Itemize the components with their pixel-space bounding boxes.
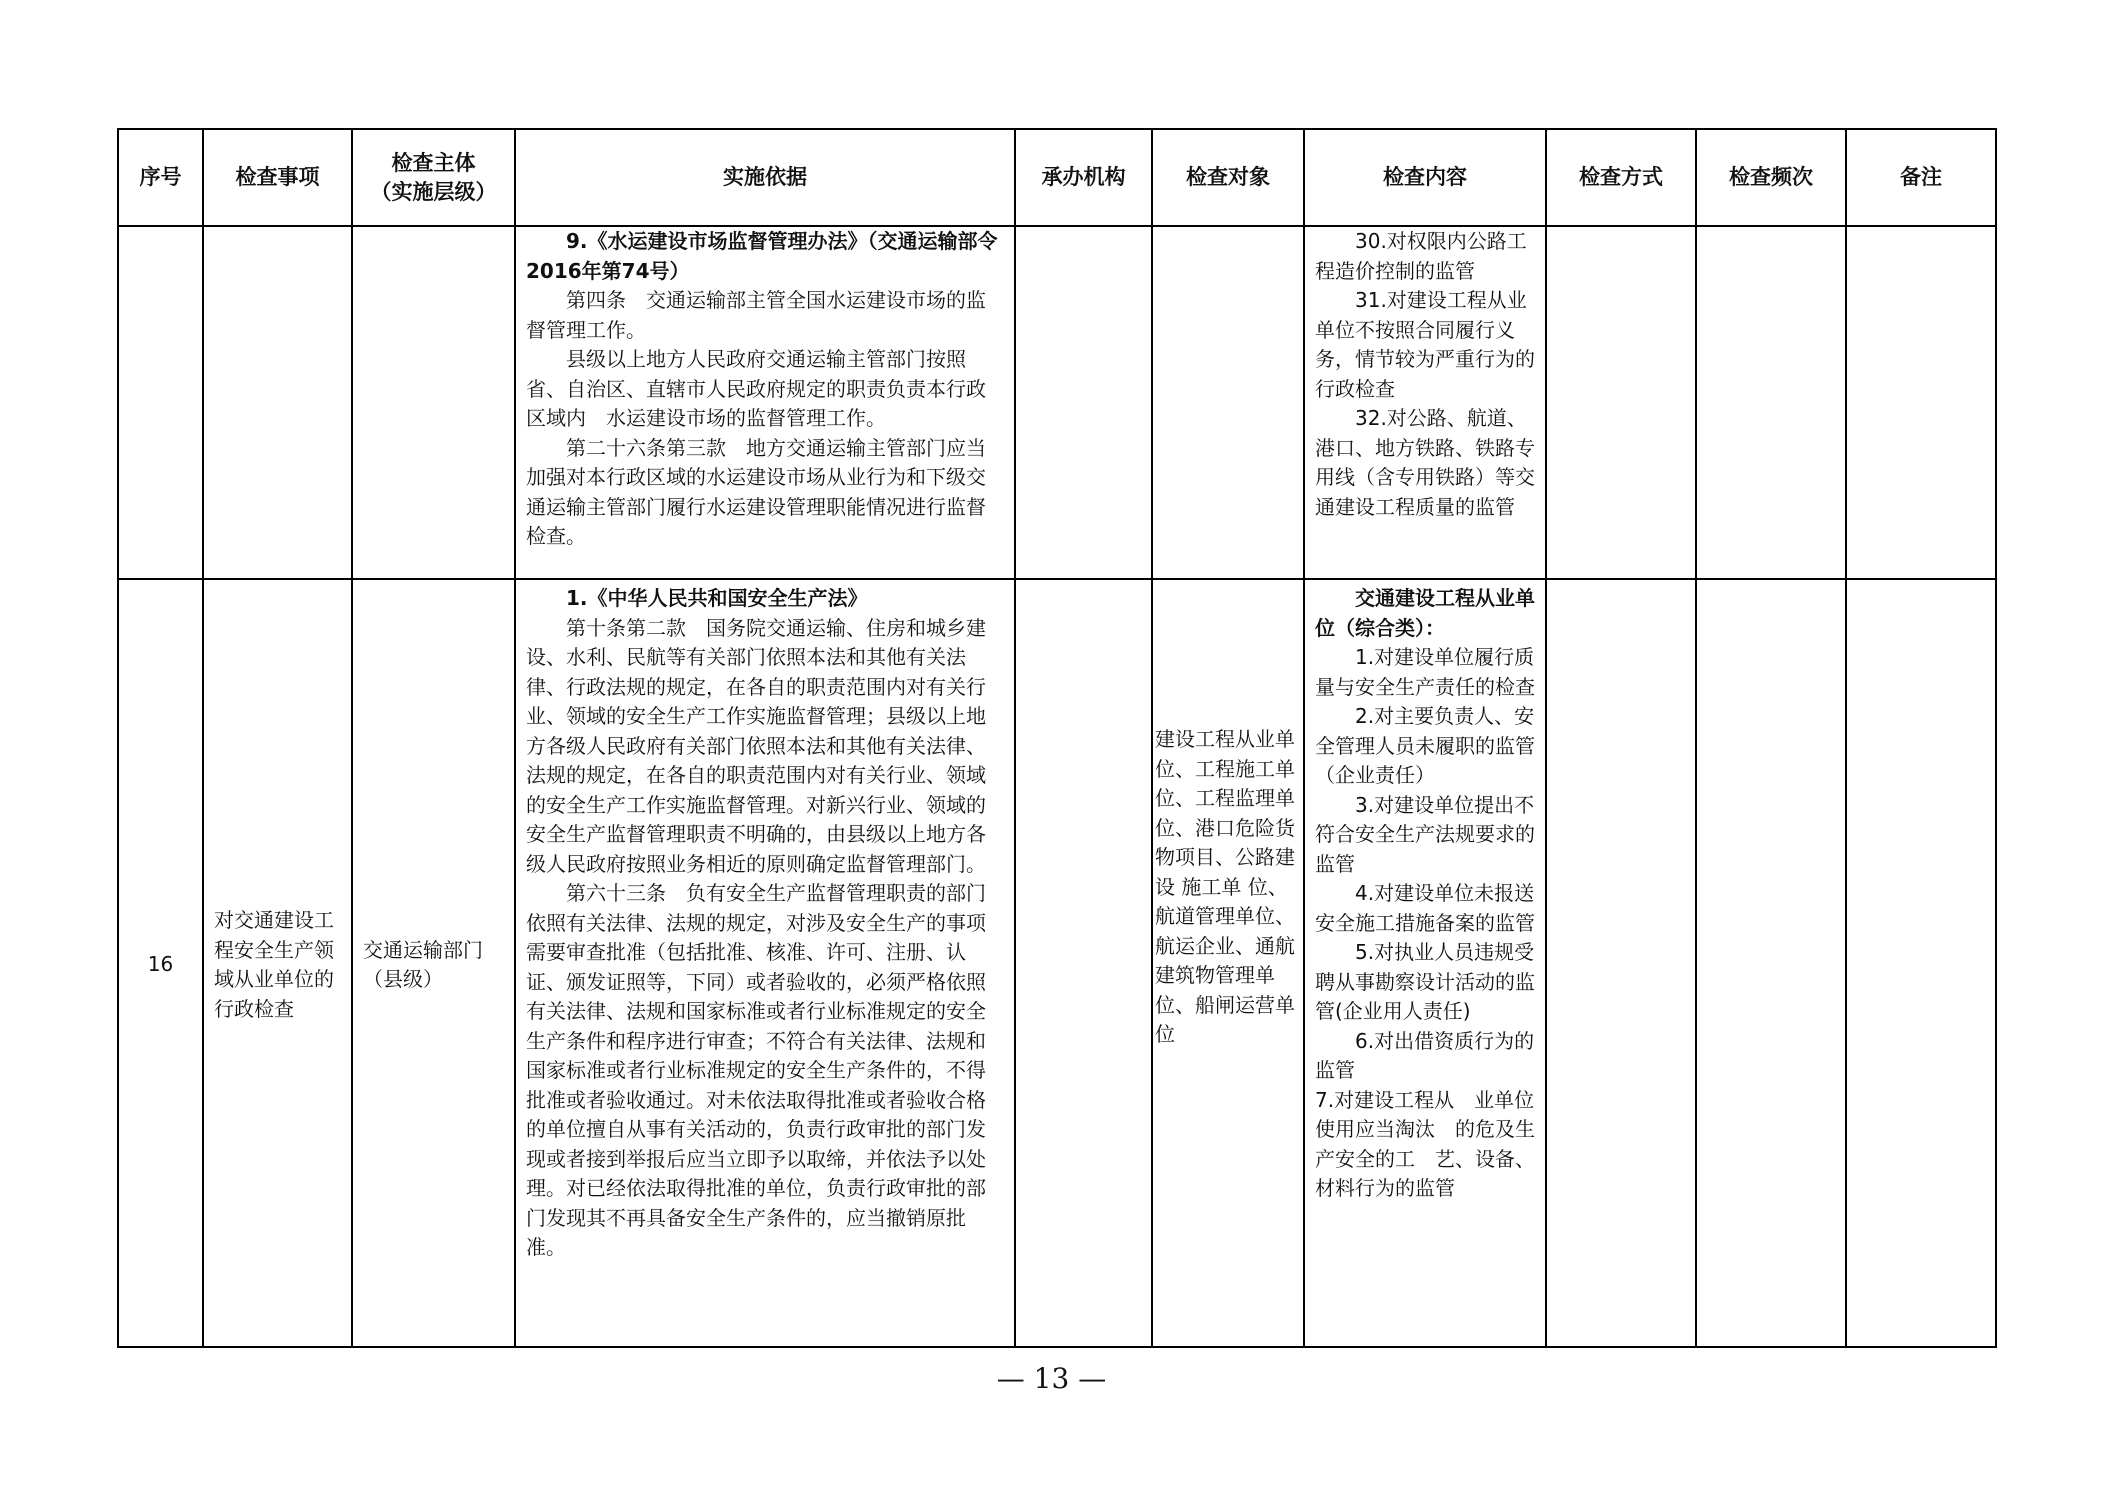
row2-content-item: 1.对建设单位履行质量与安全生产责任的检查 xyxy=(1315,645,1535,699)
row1-basis-paragraph: 第四条 交通运输部主管全国水运建设市场的监督管理工作。 xyxy=(526,288,986,342)
row1-content-item: 31.对建设工程从业单位不按照合同履行义务，情节较为严重行为的行政检查 xyxy=(1315,288,1535,401)
row1-agency xyxy=(1015,226,1152,579)
header-subject: 检查主体 （实施层级） xyxy=(352,129,515,226)
header-item: 检查事项 xyxy=(203,129,352,226)
row1-object xyxy=(1152,226,1304,579)
row1-basis-paragraph: 第二十六条第三款 地方交通运输主管部门应当加强对本行政区域的水运建设市场从业行为和下级交通运输主管部门履行水运建设管理职能情况进行监督检查。 xyxy=(526,435,986,548)
header-object: 检查对象 xyxy=(1152,129,1304,226)
row2-basis xyxy=(515,579,1015,1347)
row1-freq xyxy=(1696,226,1846,579)
row1-content-item: 30.对权限内公路工程造价控制的监管 xyxy=(1315,229,1527,283)
row2-content-item: 6.对出借资质行为的监管 xyxy=(1315,1028,1535,1082)
row1-basis-title: 9.《水运建设市场监督管理办法》（交通运输部令2016年第74号） xyxy=(526,229,998,283)
row1-content xyxy=(1304,226,1546,579)
header-seq: 序号 xyxy=(118,129,203,226)
row1-basis-paragraph: 县级以上地方人民政府交通运输主管部门按照省、自治区、直辖市人民政府规定的职责负责本行政区域内 水运建设市场的监督管理工作。 xyxy=(526,347,986,430)
row2-freq xyxy=(1696,579,1846,1347)
row1-content-item: 32.对公路、航道、港口、地方铁路、铁路专用线（含专用铁路）等交通建设工程质量的监管 xyxy=(1315,406,1535,519)
row2-content xyxy=(1304,579,1546,1347)
table-row xyxy=(118,226,1996,579)
row2-content-item: 2.对主要负责人、安全管理人员未履职的监管（企业责任） xyxy=(1315,704,1535,787)
page-number: — 13 — xyxy=(996,1362,1107,1395)
header-method: 检查方式 xyxy=(1546,129,1696,226)
header-row xyxy=(118,129,1996,226)
row1-basis xyxy=(515,226,1015,579)
row2-content-title: 交通建设工程从业单位（综合类）： xyxy=(1315,586,1535,640)
row2-basis-paragraph: 第六十三条 负有安全生产监督管理职责的部门依照有关法律、法规的规定，对涉及安全生产的事项需要审查批准（包括批准、核准、许可、注册、认证、颁发证照等，下同）或者验收的，必须严格依照有关法律、法规和国家标准或者行业标准规定的安全生产条件和程序进行审查；不符合有关法律、法规和国家标准或者行业标准规定的安全生产条件的，不得批准或者验收通过。对未依法取得批准或者验收合格的单位擅自从事有关活动的，负责行政审批的部门发现或者接到举报后应当立即予以取缔，并依法予以处理。对已经依法取得批准的单位，负责行政审批的部门发现其不再具备安全生产条件的，应当撤销原批准。 xyxy=(526,881,986,1259)
row2-object: 建设工程从业单位、工程施工单位、工程监理单位、港口危险货 物项目、公路建设 施工单 位、航道管理单位、航运企业、通航建筑物管理单位、船闸运营单 位 xyxy=(1152,579,1304,1347)
row2-content-item: 3.对建设单位提出不符合安全生产法规要求的监管 xyxy=(1315,792,1535,876)
header-freq: 检查频次 xyxy=(1696,129,1846,226)
row2-content-item: 4.对建设单位未报送安全施工措施备案的监管 xyxy=(1315,881,1535,935)
header-agency: 承办机构 xyxy=(1015,129,1152,226)
inspection-table xyxy=(117,128,1997,1348)
row1-item xyxy=(203,226,352,579)
row2-basis-title: 1.《中华人民共和国安全生产法》 xyxy=(566,586,868,610)
row2-basis-paragraph: 第十条第二款 国务院交通运输、住房和城乡建设、水利、民航等有关部门依照本法和其他有关法律、行政法规的规定，在各自的职责范围内对有关行业、领域的安全生产工作实施监督管理；县级以上地方各级人民政府有关部门依照本法和其他有关法律、法规的规定，在各自的职责范围内对有关行业、领域的安全生产工作实施监督管理。对新兴行业、领域的安全生产监督管理职责不明确的，由县级以上地方各级人民政府按照业务相近的原则确定监督管理部门。 xyxy=(526,615,986,876)
row1-seq xyxy=(118,226,203,579)
row2-subject: 交通运输部门（县级） xyxy=(352,579,515,1347)
row2-agency xyxy=(1015,579,1152,1347)
row1-note xyxy=(1846,226,1996,579)
row2-note xyxy=(1846,579,1996,1347)
row2-content-item: 7.对建设工程从 业单位使用应当淘汰 的危及生产安全的工 艺、设备、材料行为的监管 xyxy=(1315,1087,1535,1200)
row1-method xyxy=(1546,226,1696,579)
row2-seq: 16 xyxy=(118,579,203,1347)
header-basis: 实施依据 xyxy=(515,129,1015,226)
header-content: 检查内容 xyxy=(1304,129,1546,226)
table-row xyxy=(118,579,1996,1347)
row1-subject xyxy=(352,226,515,579)
row2-item: 对交通建设工程安全生产领域从业单位的行政检查 xyxy=(203,579,352,1347)
row2-method xyxy=(1546,579,1696,1347)
header-note: 备注 xyxy=(1846,129,1996,226)
row2-content-item: 5.对执业人员违规受聘从事勘察设计活动的监管(企业用人责任) xyxy=(1315,940,1535,1023)
